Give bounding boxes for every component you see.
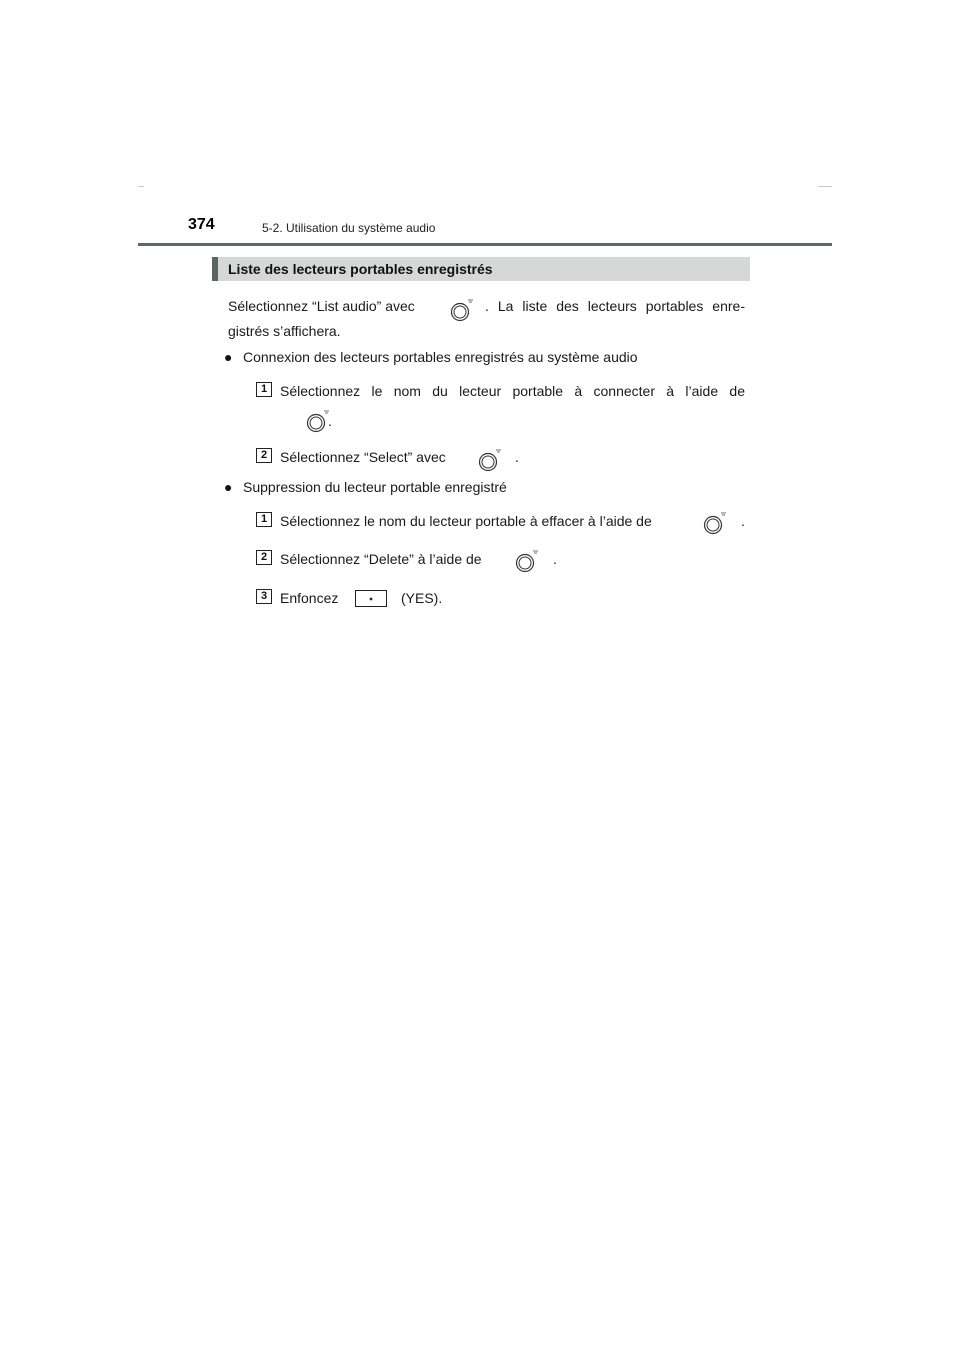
connect-step1-text: Sélectionnez le nom du lecteur portable à connecter à l’aide de xyxy=(280,383,745,399)
connect-heading: Connexion des lecteurs portables enregistrés au système audio xyxy=(243,349,638,365)
connect-step1-end: . xyxy=(328,413,332,429)
step-number-1: 1 xyxy=(256,382,272,397)
intro-text-end: . La liste des lecteurs portables enre- xyxy=(485,298,745,314)
header-rule xyxy=(138,243,832,246)
connect-step2-text: Sélectionnez “Select” avec xyxy=(280,449,446,465)
step-number-1: 1 xyxy=(256,512,272,527)
intro-text-start: Sélectionnez “List audio” avec xyxy=(228,298,415,314)
crop-mark-right xyxy=(818,186,832,187)
delete-step1-end: . xyxy=(741,513,745,529)
section-heading-bar xyxy=(212,257,750,281)
section-title: Liste des lecteurs portables enregistrés xyxy=(228,261,493,277)
connect-step2-end: . xyxy=(515,449,519,465)
step-number-2: 2 xyxy=(256,448,272,463)
delete-step2-end: . xyxy=(553,551,557,567)
intro-text-continued: gistrés s’affichera. xyxy=(228,323,341,339)
tune-knob-icon xyxy=(514,548,542,574)
step-number-3: 3 xyxy=(256,589,272,604)
bullet-delete: ● xyxy=(224,479,233,495)
step-number-2: 2 xyxy=(256,550,272,565)
running-head: 5-2. Utilisation du système audio xyxy=(262,221,436,235)
delete-step2-text: Sélectionnez “Delete” à l’aide de xyxy=(280,551,482,567)
tune-knob-icon xyxy=(702,510,730,536)
tune-knob-icon xyxy=(449,297,477,323)
tune-knob-icon xyxy=(477,447,505,473)
delete-step3-text: Enfoncez xyxy=(280,590,339,606)
delete-step3-end: (YES). xyxy=(401,590,443,606)
preset-button-icon xyxy=(355,590,387,607)
crop-mark-left xyxy=(138,186,144,187)
delete-heading: Suppression du lecteur portable enregistré xyxy=(243,479,507,495)
delete-step1-text: Sélectionnez le nom du lecteur portable à effacer à l’aide de xyxy=(280,513,652,529)
bullet-connect: ● xyxy=(224,349,233,365)
page-number: 374 xyxy=(188,216,215,233)
